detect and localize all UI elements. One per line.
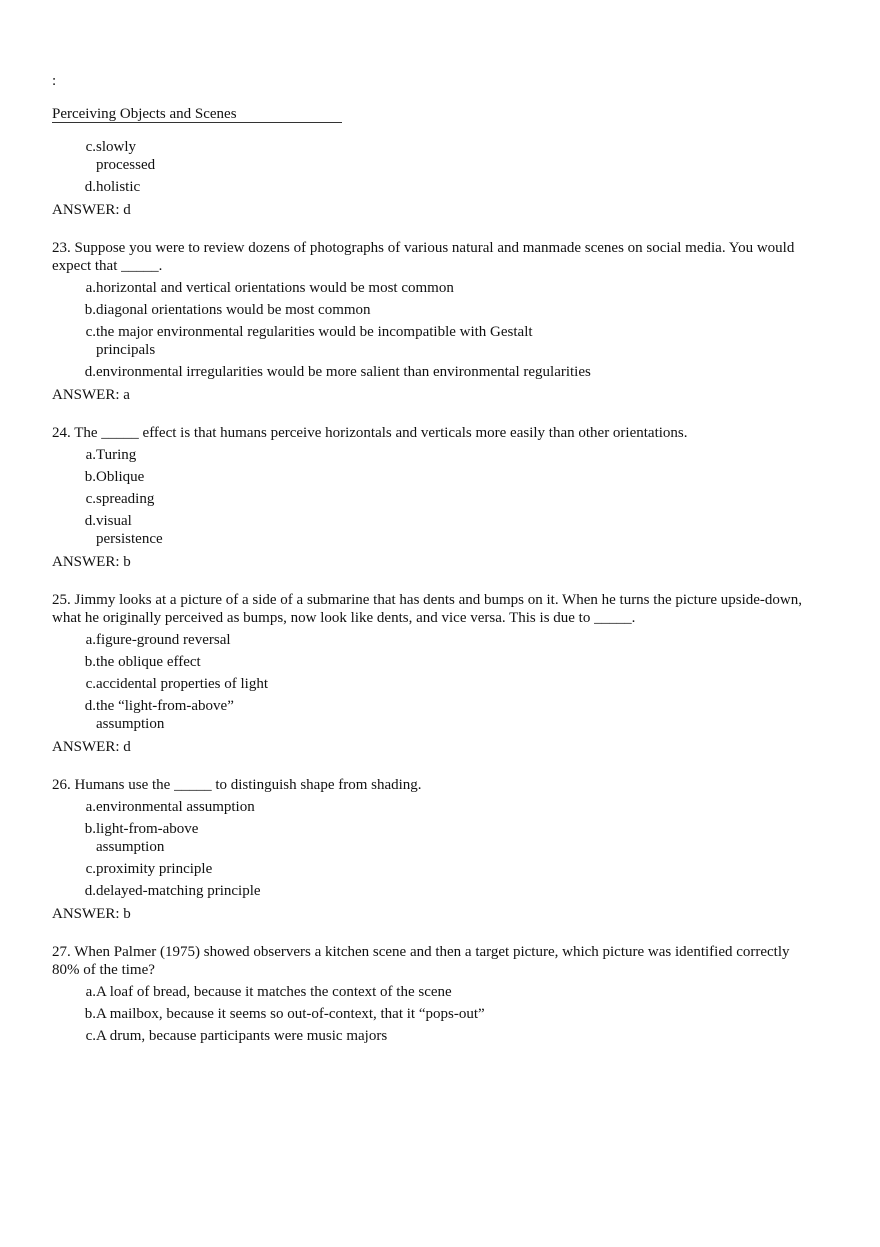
option-text: diagonal orientations would be most common bbox=[96, 302, 371, 318]
option-letter: d. bbox=[84, 698, 96, 714]
option-text: accidental properties of light bbox=[96, 676, 269, 692]
option-d bbox=[52, 512, 812, 548]
option-b bbox=[52, 653, 812, 671]
option-letter: a. bbox=[85, 632, 96, 648]
question-stem: 23. Suppose you were to review dozens of photographs of various natural and manmade scenes on social media. You would expect that _____. bbox=[52, 240, 795, 274]
option-text: holistic bbox=[96, 179, 141, 195]
option-text: environmental irregularities would be more salient than environmental regularities bbox=[96, 364, 591, 380]
option-letter: d. bbox=[84, 513, 96, 529]
option-d bbox=[52, 363, 812, 381]
option-text: spreading bbox=[96, 491, 155, 507]
option-text: visual persistence bbox=[96, 513, 163, 547]
answer-line: ANSWER: d bbox=[52, 739, 131, 755]
option-text: environmental assumption bbox=[96, 799, 255, 815]
option-letter: c. bbox=[85, 324, 96, 340]
question-stem: 25. Jimmy looks at a picture of a side of a submarine that has dents and bumps on it. When he turns the picture upside-down, what he originally perceived as bumps, now look like dents, and vice versa. This is due to _____. bbox=[52, 592, 802, 626]
option-text: Oblique bbox=[96, 469, 145, 485]
answer-line: ANSWER: b bbox=[52, 906, 131, 922]
option-c bbox=[52, 323, 812, 359]
option-b bbox=[52, 468, 812, 486]
options-list bbox=[52, 138, 812, 196]
option-letter: a. bbox=[85, 280, 96, 296]
options-list bbox=[52, 631, 812, 733]
option-text: the “light-from-above” assumption bbox=[96, 698, 234, 732]
option-a bbox=[52, 983, 812, 1001]
option-letter: b. bbox=[84, 469, 96, 485]
answer-line: ANSWER: a bbox=[52, 387, 130, 403]
option-a bbox=[52, 446, 812, 464]
answer-line: ANSWER: d bbox=[52, 202, 131, 218]
option-a bbox=[52, 631, 812, 649]
option-letter: b. bbox=[84, 302, 96, 318]
option-letter: b. bbox=[84, 1006, 96, 1022]
option-b bbox=[52, 301, 812, 319]
answer-line: ANSWER: b bbox=[52, 554, 131, 570]
option-c bbox=[52, 1027, 812, 1045]
option-text: delayed-matching principle bbox=[96, 883, 261, 899]
option-letter: b. bbox=[84, 821, 96, 837]
option-letter: b. bbox=[84, 654, 96, 670]
question-24 bbox=[52, 424, 812, 571]
option-c bbox=[52, 490, 812, 508]
option-text: the oblique effect bbox=[96, 654, 201, 670]
option-c bbox=[52, 675, 812, 693]
option-a bbox=[52, 279, 812, 297]
question-stem: 24. The _____ effect is that humans perceive horizontals and verticals more easily than other orientations. bbox=[52, 425, 688, 441]
option-text: figure-ground reversal bbox=[96, 632, 231, 648]
options-list bbox=[52, 446, 812, 548]
option-letter: c. bbox=[85, 676, 96, 692]
option-letter: d. bbox=[84, 883, 96, 899]
option-b bbox=[52, 820, 812, 856]
option-text: A loaf of bread, because it matches the context of the scene bbox=[96, 984, 452, 1000]
option-letter: c. bbox=[85, 1028, 96, 1044]
option-letter: d. bbox=[84, 364, 96, 380]
question-25 bbox=[52, 591, 812, 756]
option-b bbox=[52, 1005, 812, 1023]
option-d bbox=[52, 697, 812, 733]
question-23 bbox=[52, 239, 812, 404]
question-27 bbox=[52, 943, 812, 1045]
option-letter: c. bbox=[85, 491, 96, 507]
option-letter: c. bbox=[85, 139, 96, 155]
options-list bbox=[52, 279, 812, 381]
question-stem: 27. When Palmer (1975) showed observers a kitchen scene and then a target picture, which picture was identified correctly 80% of the time? bbox=[52, 944, 790, 978]
options-list bbox=[52, 798, 812, 900]
options-list bbox=[52, 983, 812, 1045]
option-letter: a. bbox=[85, 447, 96, 463]
option-c bbox=[52, 138, 812, 174]
chapter-title: Perceiving Objects and Scenes bbox=[52, 106, 342, 123]
question-22-continuation bbox=[52, 138, 812, 219]
option-letter: a. bbox=[85, 984, 96, 1000]
option-c bbox=[52, 860, 812, 878]
option-text: A drum, because participants were music majors bbox=[96, 1028, 388, 1044]
question-stem: 26. Humans use the _____ to distinguish shape from shading. bbox=[52, 777, 422, 793]
option-text: A mailbox, because it seems so out-of-context, that it “pops-out” bbox=[96, 1006, 485, 1022]
option-text: proximity principle bbox=[96, 861, 213, 877]
option-a bbox=[52, 798, 812, 816]
option-letter: c. bbox=[85, 861, 96, 877]
option-letter: d. bbox=[84, 179, 96, 195]
option-text: Turing bbox=[96, 447, 137, 463]
question-26 bbox=[52, 776, 812, 923]
option-text: horizontal and vertical orientations would be most common bbox=[96, 280, 454, 296]
document-page bbox=[52, 72, 812, 1045]
option-text: the major environmental regularities would be incompatible with Gestalt principals bbox=[96, 324, 533, 358]
option-d bbox=[52, 178, 812, 196]
option-d bbox=[52, 882, 812, 900]
option-letter: a. bbox=[85, 799, 96, 815]
option-text: light-from-above assumption bbox=[96, 821, 199, 855]
option-text: slowly processed bbox=[96, 139, 156, 173]
header-colon: : bbox=[52, 73, 57, 89]
